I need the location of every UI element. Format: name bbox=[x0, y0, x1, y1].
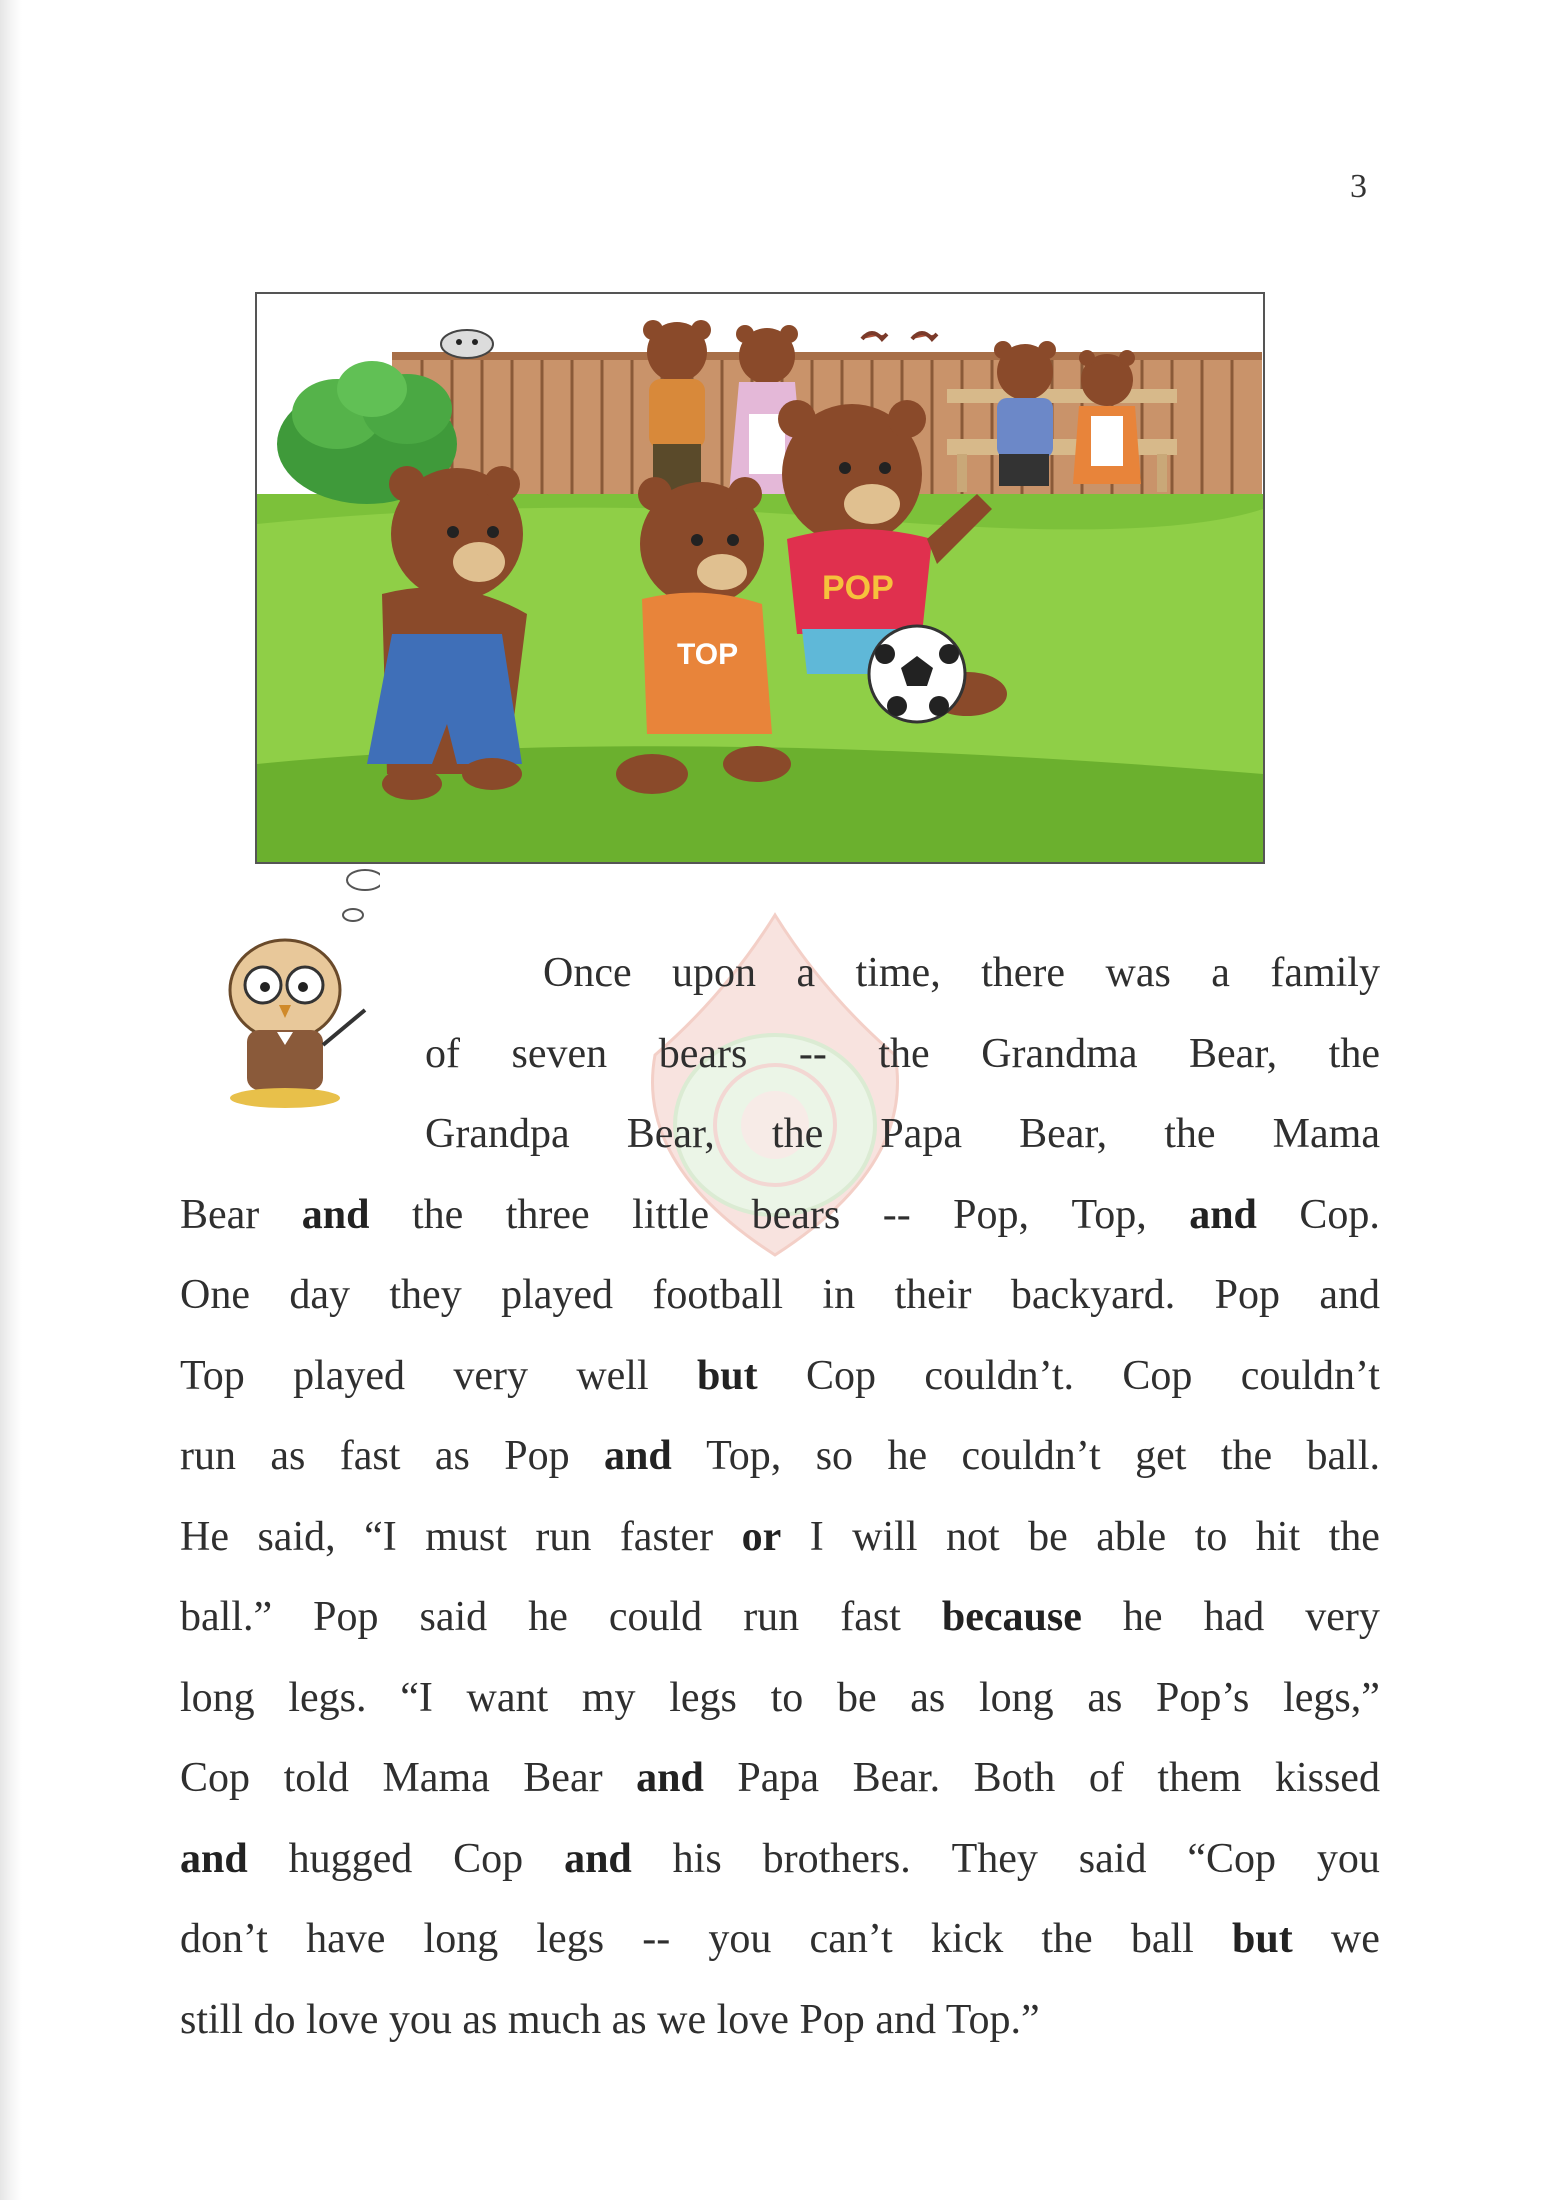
story-word: day bbox=[289, 1272, 351, 1318]
top-shirt-label: TOP bbox=[677, 638, 739, 671]
story-word: Papa bbox=[737, 1755, 820, 1801]
story-word: long bbox=[423, 1916, 499, 1962]
story-word: three bbox=[505, 1191, 590, 1238]
story-word: Bear, bbox=[1189, 1030, 1278, 1077]
story-word: the bbox=[1220, 1433, 1273, 1479]
story-line bbox=[180, 1336, 1380, 1417]
story-word-bold: because bbox=[941, 1594, 1082, 1640]
story-word-bold: and bbox=[636, 1755, 704, 1801]
story-word: upon bbox=[672, 950, 757, 996]
story-word-bold: and bbox=[603, 1433, 672, 1479]
story-word: the bbox=[411, 1191, 464, 1238]
story-word: Mama bbox=[382, 1755, 490, 1801]
story-word: Once bbox=[543, 950, 632, 996]
story-word: Bear, bbox=[1019, 1111, 1108, 1157]
story-word: he bbox=[887, 1433, 928, 1479]
story-word: Grandma bbox=[981, 1030, 1138, 1077]
story-word: and bbox=[1319, 1272, 1380, 1318]
story-word-bold: or bbox=[741, 1513, 782, 1560]
story-word: legs. bbox=[288, 1674, 367, 1721]
story-word: still bbox=[180, 1996, 244, 2043]
grandpa-bear bbox=[994, 341, 1056, 486]
story-word: Cop bbox=[453, 1835, 524, 1882]
story-word: my bbox=[581, 1674, 636, 1721]
story-word-bold: but bbox=[1232, 1916, 1293, 1962]
story-line bbox=[180, 1980, 1380, 2061]
grandma-bear bbox=[1073, 350, 1141, 484]
story-word-bold: and bbox=[301, 1191, 370, 1238]
story-word: Pop bbox=[799, 1996, 865, 2043]
story-word: we bbox=[1330, 1916, 1380, 1962]
story-word: -- bbox=[642, 1916, 671, 1962]
story-word: Bear bbox=[523, 1755, 603, 1801]
story-word: long bbox=[180, 1674, 255, 1721]
page-edge-shadow bbox=[0, 0, 22, 2200]
story-word: had bbox=[1203, 1594, 1265, 1640]
story-word: as bbox=[1087, 1674, 1123, 1721]
story-word: said bbox=[419, 1594, 488, 1640]
story-word-bold: and bbox=[180, 1835, 248, 1882]
story-word: told bbox=[283, 1755, 349, 1801]
story-word: football bbox=[652, 1272, 784, 1318]
story-word: -- bbox=[798, 1030, 827, 1077]
story-line bbox=[180, 1255, 1380, 1336]
story-word: of bbox=[425, 1030, 460, 1077]
story-word: must bbox=[425, 1513, 507, 1560]
story-word: -- bbox=[882, 1191, 911, 1238]
story-word: fast bbox=[339, 1433, 401, 1479]
story-word: kick bbox=[930, 1916, 1004, 1962]
story-line bbox=[425, 1094, 1380, 1175]
story-word: be bbox=[836, 1674, 877, 1721]
story-word: they bbox=[389, 1272, 462, 1318]
story-word: time, bbox=[855, 950, 941, 996]
story-line bbox=[543, 933, 1380, 1014]
story-word: Papa bbox=[880, 1111, 962, 1157]
story-text bbox=[180, 933, 1380, 2060]
story-word: Top.” bbox=[945, 1996, 1040, 2043]
story-word: get bbox=[1135, 1433, 1187, 1479]
story-word: legs,” bbox=[1283, 1674, 1380, 1721]
story-line bbox=[180, 1899, 1380, 1980]
story-word: ball bbox=[1130, 1916, 1194, 1962]
story-word: bears bbox=[751, 1191, 841, 1238]
story-word: the bbox=[1041, 1916, 1093, 1962]
story-line bbox=[180, 1577, 1380, 1658]
story-word: Cop bbox=[805, 1352, 876, 1399]
story-word: said, bbox=[257, 1513, 336, 1560]
story-word: Cop bbox=[1122, 1352, 1193, 1399]
story-word: the bbox=[1328, 1513, 1380, 1560]
papa-bear bbox=[643, 320, 711, 504]
story-word: played bbox=[501, 1272, 614, 1318]
story-word: Pop’s bbox=[1156, 1674, 1250, 1721]
story-word: the bbox=[771, 1111, 824, 1157]
story-word: there bbox=[981, 950, 1066, 996]
story-word: he bbox=[528, 1594, 568, 1640]
story-word: and bbox=[875, 1996, 936, 2043]
story-word: Bear. bbox=[852, 1755, 941, 1801]
story-word: played bbox=[293, 1352, 406, 1399]
story-word: brothers. bbox=[762, 1835, 911, 1882]
story-word: Grandpa bbox=[425, 1111, 570, 1157]
page-number: 3 bbox=[1350, 168, 1367, 205]
story-word: Bear bbox=[180, 1191, 260, 1238]
story-word: legs bbox=[536, 1916, 605, 1962]
story-word: They bbox=[951, 1835, 1038, 1882]
pop-shirt-label: POP bbox=[822, 569, 894, 607]
story-word: couldn’t. bbox=[924, 1352, 1075, 1399]
story-word: have bbox=[306, 1916, 386, 1962]
story-word: as bbox=[611, 1996, 647, 2043]
story-word: said bbox=[1078, 1835, 1147, 1882]
story-word: run bbox=[535, 1513, 592, 1560]
story-word: you bbox=[388, 1996, 452, 2043]
story-word: the bbox=[878, 1030, 930, 1077]
story-line bbox=[180, 1497, 1380, 1578]
story-word: of bbox=[1088, 1755, 1124, 1801]
story-word: Bear, bbox=[626, 1111, 715, 1157]
story-word: was bbox=[1105, 950, 1171, 996]
story-word: in bbox=[822, 1272, 856, 1318]
story-word: Top bbox=[180, 1352, 245, 1399]
story-word: ball. bbox=[1306, 1433, 1380, 1479]
story-word: love bbox=[716, 1996, 789, 2043]
story-word: want bbox=[466, 1674, 549, 1721]
story-word: hit bbox=[1255, 1513, 1301, 1560]
story-word: One bbox=[180, 1272, 250, 1318]
story-word: we bbox=[657, 1996, 707, 2043]
story-word: love bbox=[306, 1996, 379, 2043]
story-word: kissed bbox=[1274, 1755, 1380, 1801]
story-word: Pop bbox=[313, 1594, 379, 1640]
story-word: as bbox=[462, 1996, 498, 2043]
story-word: Pop, bbox=[953, 1191, 1030, 1238]
story-line bbox=[180, 1658, 1380, 1739]
story-word: “Cop bbox=[1187, 1835, 1276, 1882]
story-word: couldn’t bbox=[1240, 1352, 1380, 1399]
story-word: the bbox=[1164, 1111, 1216, 1157]
story-line bbox=[180, 1416, 1380, 1497]
story-word: be bbox=[1028, 1513, 1068, 1560]
story-word: Cop bbox=[180, 1755, 251, 1801]
story-word: not bbox=[945, 1513, 1000, 1560]
story-word: don’t bbox=[180, 1916, 268, 1962]
story-word: long bbox=[978, 1674, 1054, 1721]
story-word: bears bbox=[658, 1030, 748, 1077]
story-word: backyard. bbox=[1010, 1272, 1176, 1318]
story-word: ball.” bbox=[180, 1594, 273, 1640]
story-word: do bbox=[253, 1996, 296, 2043]
story-word: Mama bbox=[1272, 1111, 1380, 1157]
story-word: legs bbox=[669, 1674, 737, 1721]
story-word: Top, bbox=[706, 1433, 782, 1479]
story-word: little bbox=[632, 1191, 710, 1238]
story-word: seven bbox=[511, 1030, 608, 1077]
story-line bbox=[180, 1175, 1380, 1256]
story-word: as bbox=[910, 1674, 946, 1721]
story-word: you bbox=[1316, 1835, 1380, 1882]
story-word: well bbox=[576, 1352, 649, 1399]
story-word: fast bbox=[840, 1594, 901, 1640]
story-word: I bbox=[809, 1513, 824, 1560]
story-word-bold: and bbox=[1189, 1191, 1257, 1238]
soccer-ball bbox=[869, 626, 965, 722]
story-word: to bbox=[1194, 1513, 1228, 1560]
story-word: a bbox=[796, 950, 816, 996]
story-word-bold: but bbox=[696, 1352, 758, 1399]
story-word: Both bbox=[973, 1755, 1056, 1801]
story-word: run bbox=[180, 1433, 236, 1479]
story-word: run bbox=[743, 1594, 800, 1640]
story-word: will bbox=[852, 1513, 918, 1560]
story-word: so bbox=[815, 1433, 854, 1479]
story-word: them bbox=[1157, 1755, 1242, 1801]
story-line bbox=[180, 1738, 1380, 1819]
story-line bbox=[180, 1819, 1380, 1900]
story-word: “I bbox=[364, 1513, 397, 1560]
story-word: the bbox=[1328, 1030, 1380, 1077]
story-word-bold: and bbox=[564, 1835, 632, 1882]
story-word: Cop. bbox=[1299, 1191, 1380, 1238]
story-word: couldn’t bbox=[961, 1433, 1101, 1479]
story-word: can’t bbox=[809, 1916, 893, 1962]
story-word: very bbox=[453, 1352, 528, 1399]
story-word: “I bbox=[400, 1674, 433, 1721]
story-word: could bbox=[608, 1594, 703, 1640]
story-word: to bbox=[770, 1674, 804, 1721]
story-line bbox=[425, 1014, 1380, 1095]
story-word: very bbox=[1305, 1594, 1380, 1640]
football-illustration bbox=[255, 292, 1265, 864]
story-word: Pop bbox=[1214, 1272, 1280, 1318]
story-word: family bbox=[1270, 950, 1380, 996]
story-word: as bbox=[434, 1433, 470, 1479]
story-word: their bbox=[894, 1272, 972, 1318]
story-word: hugged bbox=[288, 1835, 413, 1882]
story-word: he bbox=[1122, 1594, 1163, 1640]
story-word: faster bbox=[619, 1513, 714, 1560]
story-word: Top, bbox=[1071, 1191, 1147, 1238]
story-word: He bbox=[180, 1513, 229, 1560]
story-word: Pop bbox=[504, 1433, 570, 1479]
story-word: his bbox=[672, 1835, 722, 1882]
story-word: you bbox=[708, 1916, 772, 1962]
story-word: much bbox=[507, 1996, 602, 2043]
story-word: as bbox=[270, 1433, 306, 1479]
story-word: a bbox=[1211, 950, 1230, 996]
story-word: able bbox=[1096, 1513, 1167, 1560]
cat-on-fence bbox=[441, 330, 493, 358]
